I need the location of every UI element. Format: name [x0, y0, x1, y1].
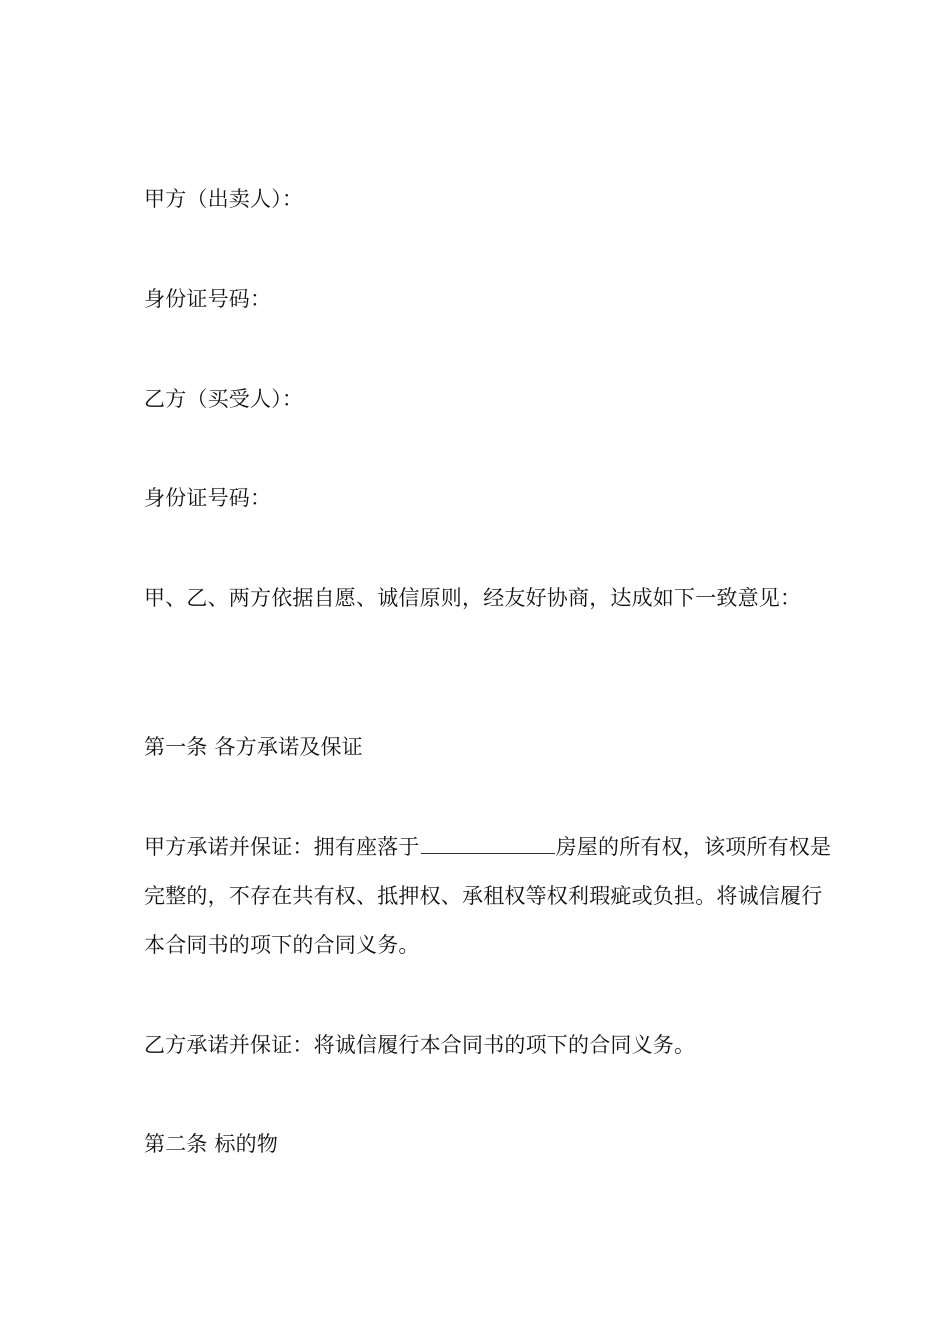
article-2-title: 第二条 标的物 — [144, 1132, 279, 1156]
article-1-party-a-suffix: 房屋的所有权，该项所有权是完整的，不存在共有权、抵押权、承租权等权利瑕疵或负担。将诚信履行本合同书的项下的合同义务。 — [144, 835, 832, 957]
article-1-title: 第一条 各方承诺及保证 — [144, 735, 363, 759]
intro-paragraph: 甲、乙、两方依据自愿、诚信原则，经友好协商，达成如下一致意见： — [144, 586, 802, 610]
party-a-id-label: 身份证号码： — [144, 287, 272, 311]
article-1-party-a-paragraph — [144, 823, 834, 970]
location-blank — [421, 835, 555, 854]
article-1-party-a-prefix: 甲方承诺并保证：拥有座落于 — [144, 835, 420, 859]
article-1-party-b-paragraph: 乙方承诺并保证：将诚信履行本合同书的项下的合同义务。 — [144, 1033, 696, 1057]
party-b-id-label: 身份证号码： — [144, 486, 272, 510]
party-a-label: 甲方（出卖人）： — [144, 187, 304, 211]
party-b-label: 乙方（买受人）： — [144, 387, 304, 411]
